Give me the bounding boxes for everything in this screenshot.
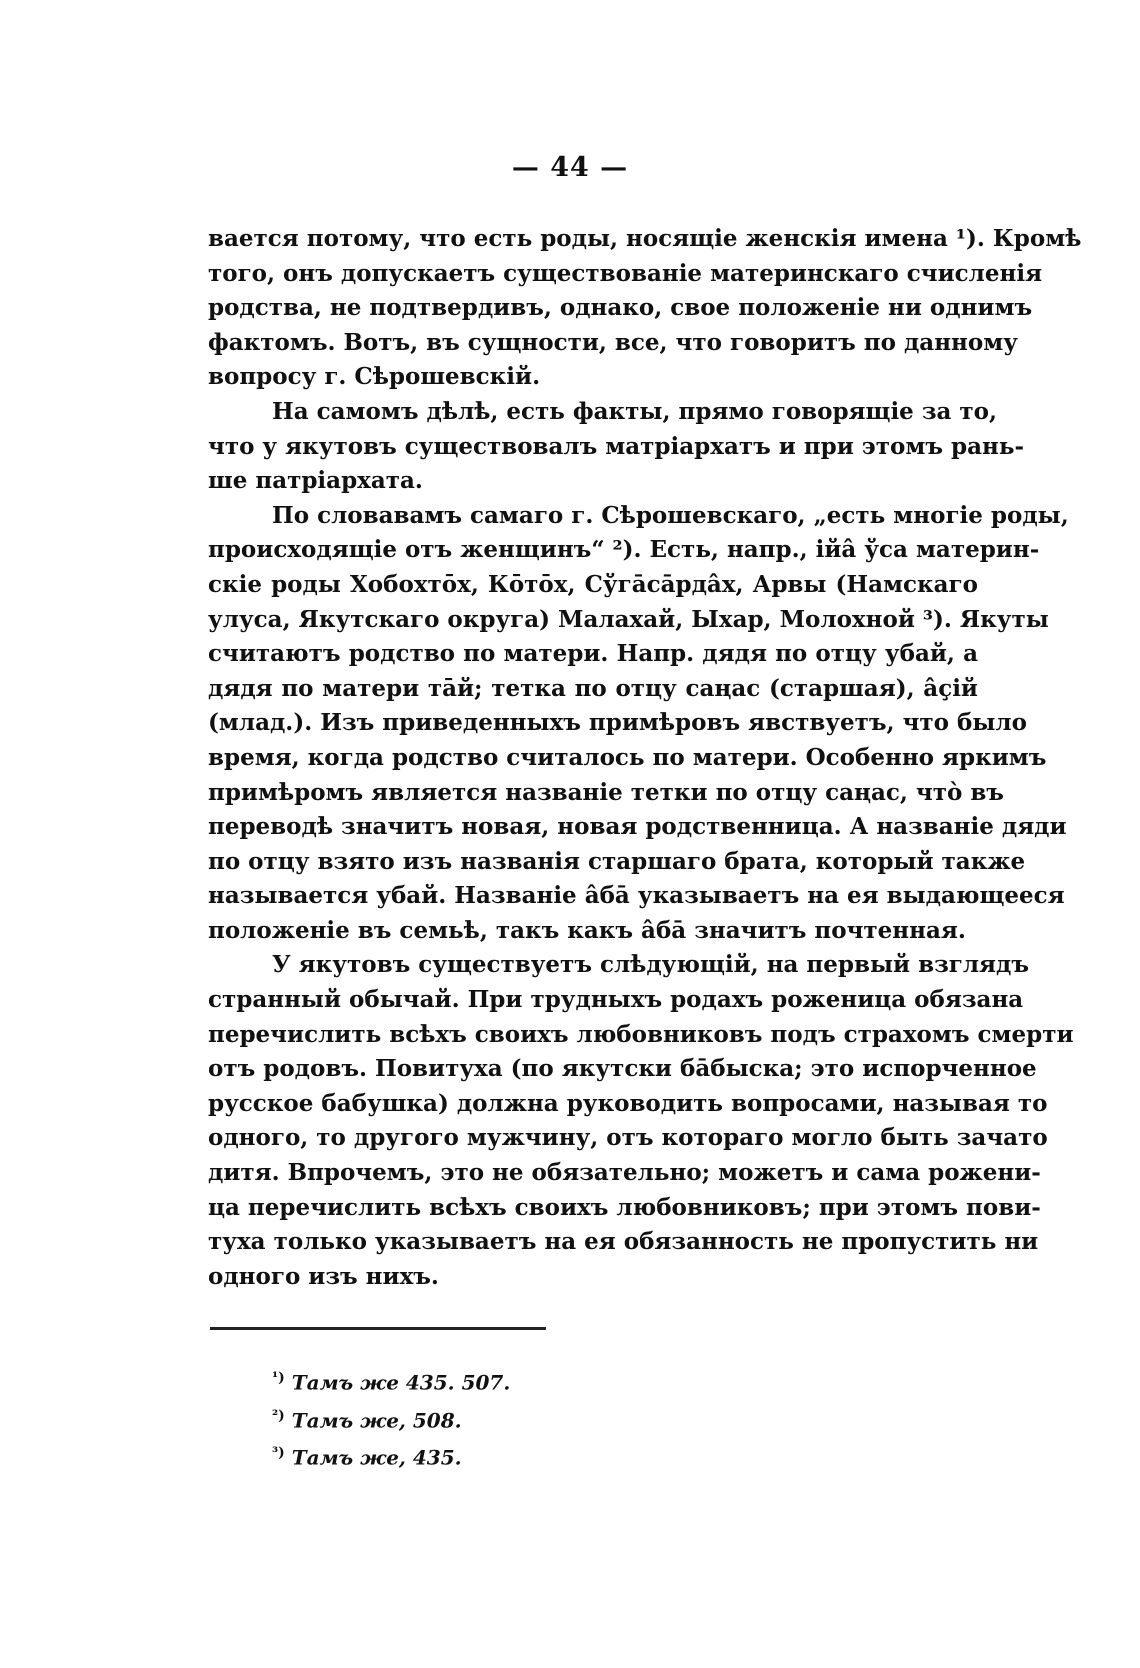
text-line: фактомъ. Вотъ, въ сущности, все, что говоритъ по данному [208,328,1018,356]
text-line: улуса, Якутскаго округа) Малахай, Ыхар, Молохной ³). Якуты [208,605,1049,633]
text-line: считаютъ родство по матери. Напр. дядя по отцу убай, а [208,640,978,668]
text-line: вается потому, что есть роды, носящіе женскія имена ¹). Кромѣ [208,225,1082,252]
text-line: туха только указываетъ на ея обязанность не пропустить ни [208,1228,1039,1256]
text-line: одного, то другого мужчину, отъ котораго могло быть зачато [208,1124,1048,1152]
footnote-2 [272,1400,510,1438]
text-line: ше патріархата. [208,467,423,495]
text-line: время, когда родство считалось по матери. Особенно яркимъ [208,743,1047,771]
page-number: — 44 — [511,152,629,183]
text-line: У якутовъ существуетъ слѣдующій, на первый взглядъ [272,951,1030,979]
text-line: примѣромъ является названіе тетки по отцу саңас, что̀ въ [208,778,1004,806]
text-line: вопросу г. Сѣрошевскій. [208,363,541,391]
text-line: что у якутовъ существовалъ матріархатъ и при этомъ рань- [208,432,1024,460]
text-line: дядя по матери тāй; тетка по отцу саңас (старшая), а̂ҫій [208,674,978,702]
paragraph-3 [208,499,1069,949]
text-line: называется убай. Названіе а̂ба̄ указываетъ на ея выдающееся [208,882,1065,910]
text-line: ца перечислить всѣхъ своихъ любовниковъ; при этомъ пови- [208,1193,1041,1221]
paragraph-4 [208,948,1074,1294]
text-line: положеніе въ семьѣ, такъ какъ а̂ба̄ значитъ почтенная. [208,916,966,944]
footnote-text: Тамъ же 435. 507. [291,1370,511,1395]
footnote-mark: ³) [272,1445,285,1462]
footnote-text: Тамъ же, 435. [291,1445,462,1470]
footnote-text: Тамъ же, 508. [291,1408,462,1433]
text-line: по отцу взято изъ названія старшаго брата, который также [208,847,1026,875]
body-text [208,222,1082,1294]
text-line: странный обычай. При трудныхъ родахъ роженица обязана [208,986,1024,1014]
text-line: скіе роды Хобохтōх, Кōтōх, Сўга̄са̄рда̂х, Арвы (Намскаго [208,570,978,598]
footnotes [272,1362,510,1475]
text-line: На самомъ дѣлѣ, есть факты, прямо говорящіе за то, [272,397,998,425]
paragraph-2 [208,395,1024,499]
text-line: (млад.). Изъ приведенныхъ примѣровъ явствуетъ, что было [208,709,1027,737]
footnote-mark: ¹) [272,1370,285,1386]
footnote-divider [210,1327,546,1330]
text-line: русское бабушка) должна руководить вопросами, называя то [208,1089,1048,1117]
text-line: того, онъ допускаетъ существованіе материнскаго счисленія [208,259,1043,287]
paragraph-1 [208,222,1082,395]
footnote-3 [272,1437,510,1475]
text-line: происходящіе отъ женщинъ“ ²). Есть, напр., ійа̂ ўса материн- [208,536,1040,564]
text-line: одного изъ нихъ. [208,1262,439,1290]
text-line: По словавамъ самаго г. Сѣрошевскаго, „есть многіе роды, [272,501,1069,529]
text-line: дитя. Впрочемъ, это не обязательно; можетъ и сама рожени- [208,1159,1041,1187]
text-line: переводѣ значитъ новая, новая родственница. А названіе дяди [208,813,1067,841]
text-line: перечислить всѣхъ своихъ любовниковъ подъ страхомъ смерти [208,1020,1074,1048]
text-line: родства, не подтвердивъ, однако, свое положеніе ни однимъ [208,294,1033,322]
footnote-mark: ²) [272,1407,285,1424]
footnote-1 [272,1362,510,1400]
text-line: отъ родовъ. Повитуха (по якутски ба̄быска; это испорченное [208,1055,1037,1083]
